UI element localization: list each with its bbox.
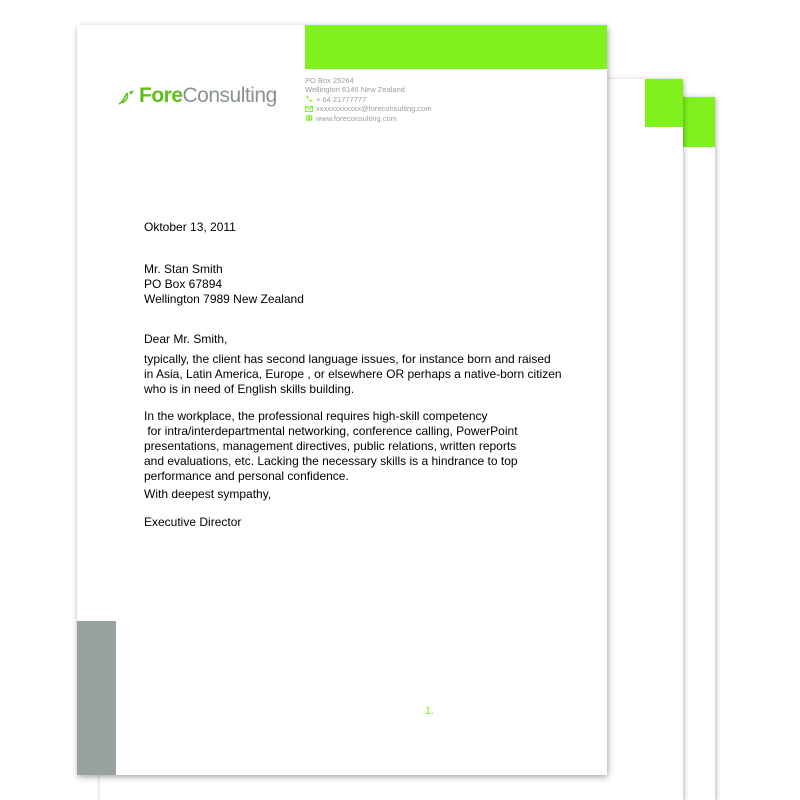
paragraph-1-line: typically, the client has second language issues, for instance born and raised xyxy=(144,352,551,366)
contact-email[interactable]: xxxxxxxxxxxx@foreconsulting.com xyxy=(316,104,432,114)
footer-grey-bar xyxy=(77,621,116,775)
recipient-name: Mr. Stan Smith xyxy=(144,262,223,276)
globe-icon xyxy=(305,114,313,122)
salutation: Dear Mr. Smith, xyxy=(144,332,228,346)
leaf-logo-icon xyxy=(117,87,137,107)
letter-date: Oktober 13, 2011 xyxy=(144,220,236,234)
letter-page xyxy=(77,25,607,775)
contact-po-box: PO Box 25264 xyxy=(305,76,354,85)
header-green-bar xyxy=(305,25,607,69)
recipient-city: Wellington 7989 New Zealand xyxy=(144,292,304,306)
email-icon xyxy=(305,105,313,113)
contact-phone: + 64 21777777 xyxy=(316,94,367,104)
closing: With deepest sympathy, xyxy=(144,487,272,501)
back-sheet-2-green-accent xyxy=(683,97,715,147)
paragraph-2-line: In the workplace, the professional requires high-skill competency xyxy=(144,409,488,423)
signature-title: Executive Director xyxy=(144,515,242,529)
paragraph-1-line: who is in need of English skills building. xyxy=(144,382,355,396)
paragraph-1-line: in Asia, Latin America, Europe , or elsewhere OR perhaps a native-born citizen xyxy=(144,367,562,381)
paragraph-2-line: performance and personal confidence. xyxy=(144,469,349,483)
body-paragraph-1 xyxy=(144,352,562,397)
paragraph-2-line: presentations, management directives, public relations, written reports xyxy=(144,439,517,453)
recipient-address xyxy=(144,262,304,307)
logo-consulting-text: Consulting xyxy=(182,84,277,107)
paragraph-2-line: for intra/interdepartmental networking, conference calling, PowerPoint xyxy=(144,424,518,438)
back-sheet-1-green-accent xyxy=(645,79,683,127)
recipient-po-box: PO Box 67894 xyxy=(144,277,223,291)
contact-website[interactable]: www.foreconsulting.com xyxy=(316,113,397,123)
body-paragraph-2 xyxy=(144,409,518,484)
logo-fore-text: Fore xyxy=(139,84,183,107)
phone-icon xyxy=(305,95,313,103)
page-number: 1. xyxy=(425,705,435,717)
paragraph-2-line: and evaluations, etc. Lacking the necessary skills is a hindrance to top xyxy=(144,454,518,468)
company-logo xyxy=(117,77,277,107)
contact-block xyxy=(305,76,432,123)
contact-city: Wellington 6146 New Zealand xyxy=(305,85,405,95)
